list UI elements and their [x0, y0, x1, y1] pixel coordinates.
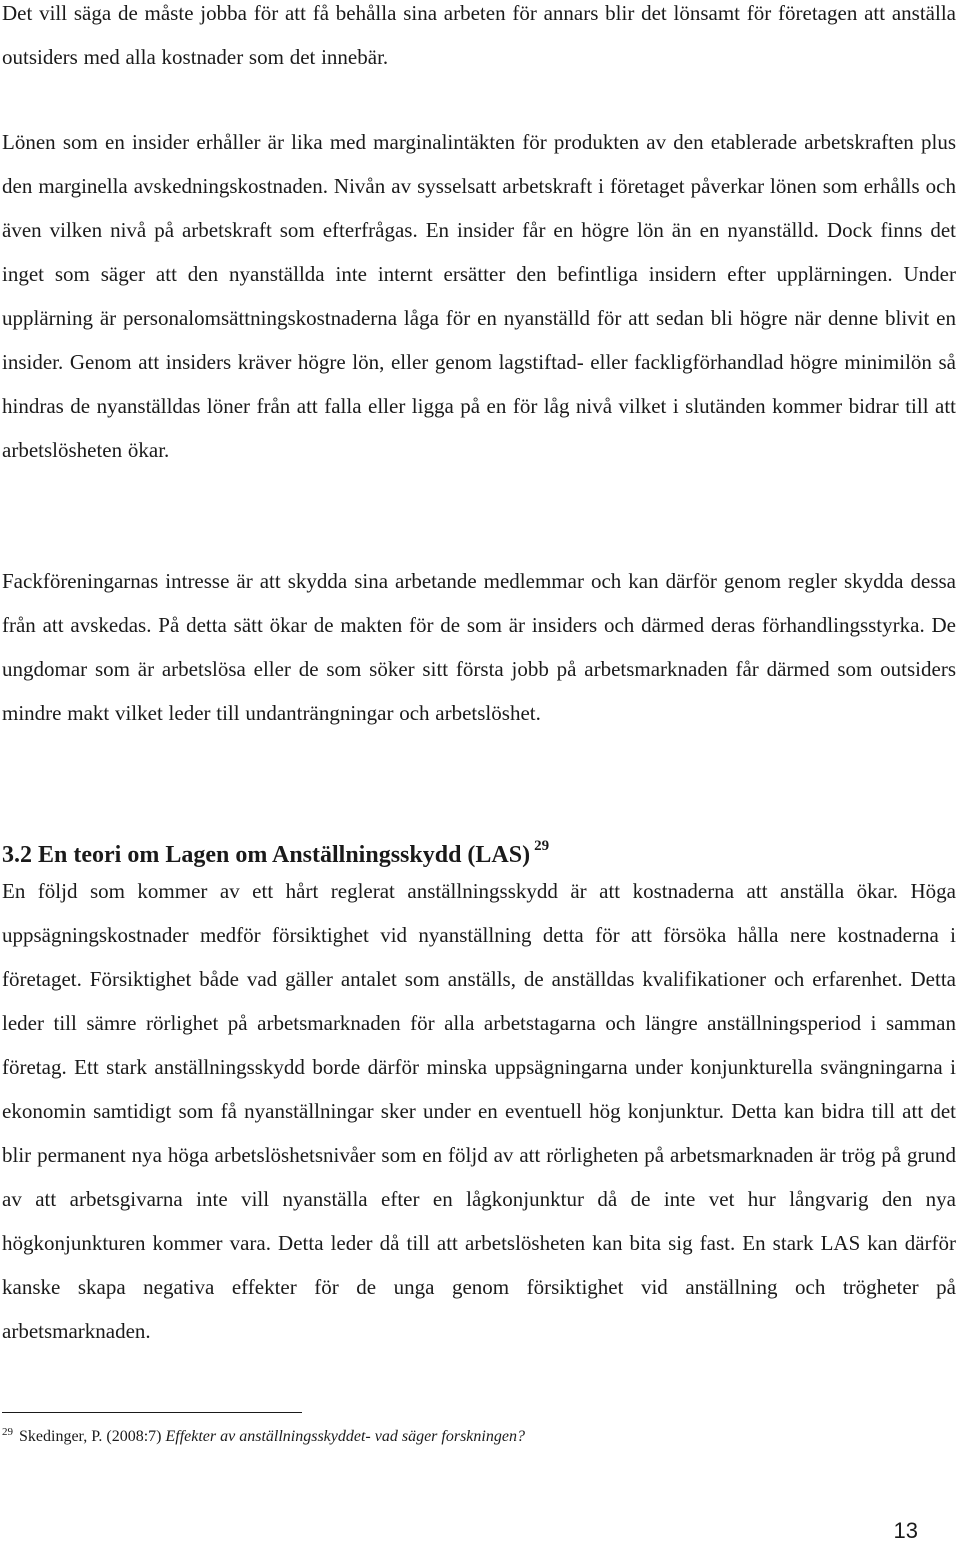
paragraph-2: Lönen som en insider erhåller är lika med marginalintäkten för produkten av den etablerade arbetskraften plus den marginella avskedningskostnaden. Nivån av sysselsatt arbetskraft i företaget påverkar lönen som erhålls och även vilken nivå på arbetskraft som efterfrågas. En insider får en högre lön än en nyanställd. Dock finns det inget som säger att den nyanställda inte internt ersätter den befintliga insidern efter upplärningen. Under upplärning är personalomsättningskostnaderna låga för en nyanställd för att sedan bli högre när denne blivit en insider. Genom att insiders kräver högre lön, eller genom lagstiftad- eller fackligförhandlad högre minimilön så hindras de nyanställdas löner från att falla eller ligga på en för låg nivå vilket i slutänden kommer bidrar till att arbetslösheten ökar. — [2, 130, 956, 462]
footnote-number: 29 — [2, 1426, 13, 1438]
section-heading-text: 3.2 En teori om Lagen om Anställningsskydd (LAS) — [2, 842, 531, 868]
footnote-author: Skedinger, P. (2008:7) — [19, 1428, 162, 1445]
paragraph-1: Det vill säga de måste jobba för att få behålla sina arbeten för annars blir det lönsamt för företagen att anställa outsiders med alla kostnader som det innebär. — [2, 1, 956, 69]
footnote — [2, 1420, 525, 1449]
section-body: En följd som kommer av ett hårt reglerat anställningsskydd är att kostnaderna att anställa ökar. Höga uppsägningskostnader medför försiktighet vid nyanställning detta för att försöka hålla nere kostnaderna i företaget. Försiktighet både vad gäller antalet som anställs, de anställdas kvalifikationer och erfarenhet. Detta leder till sämre rörlighet på arbetsmarknaden för alla arbetstagarna och längre anställningsperiod i samman företag. Ett stark anställningsskydd borde därför minska uppsägningarna under konjunkturella svängningarna i ekonomin samtidigt som få nyanställningar sker under en eventuell hög konjunktur. Detta kan bidra till att det blir permanent nya höga arbetslöshetsnivåer som en följd av att rörligheten på arbetsmarknaden är trög på grund av att arbetsgivarna inte vill nyanställa efter en lågkonjunktur då de inte vet hur långvarig den nya högkonjunkturen kommer vara. Detta leder då till att arbetslösheten kan bita sig fast. En stark LAS kan därför kanske skapa negativa effekter för de unga genom försiktighet vid anställning och trögheter på arbetsmarknaden. — [2, 879, 956, 1343]
footnote-reference[interactable]: 29 — [534, 838, 550, 854]
footnote-title: Effekter av anställningsskyddet- vad säger forskningen? — [165, 1428, 525, 1445]
paragraph-3: Fackföreningarnas intresse är att skydda sina arbetande medlemmar och kan därför genom regler skydda dessa från att avskedas. På detta sätt ökar de makten för de som är insiders och därmed deras förhandlingsstyrka. De ungdomar som är arbetslösa eller de som söker sitt första jobb på arbetsmarknaden får därmed som outsiders mindre makt vilket leder till undanträngningar och arbetslöshet. — [2, 569, 956, 725]
page-number: 13 — [893, 1518, 918, 1543]
footnote-divider — [2, 1412, 302, 1413]
section-heading — [2, 826, 549, 875]
